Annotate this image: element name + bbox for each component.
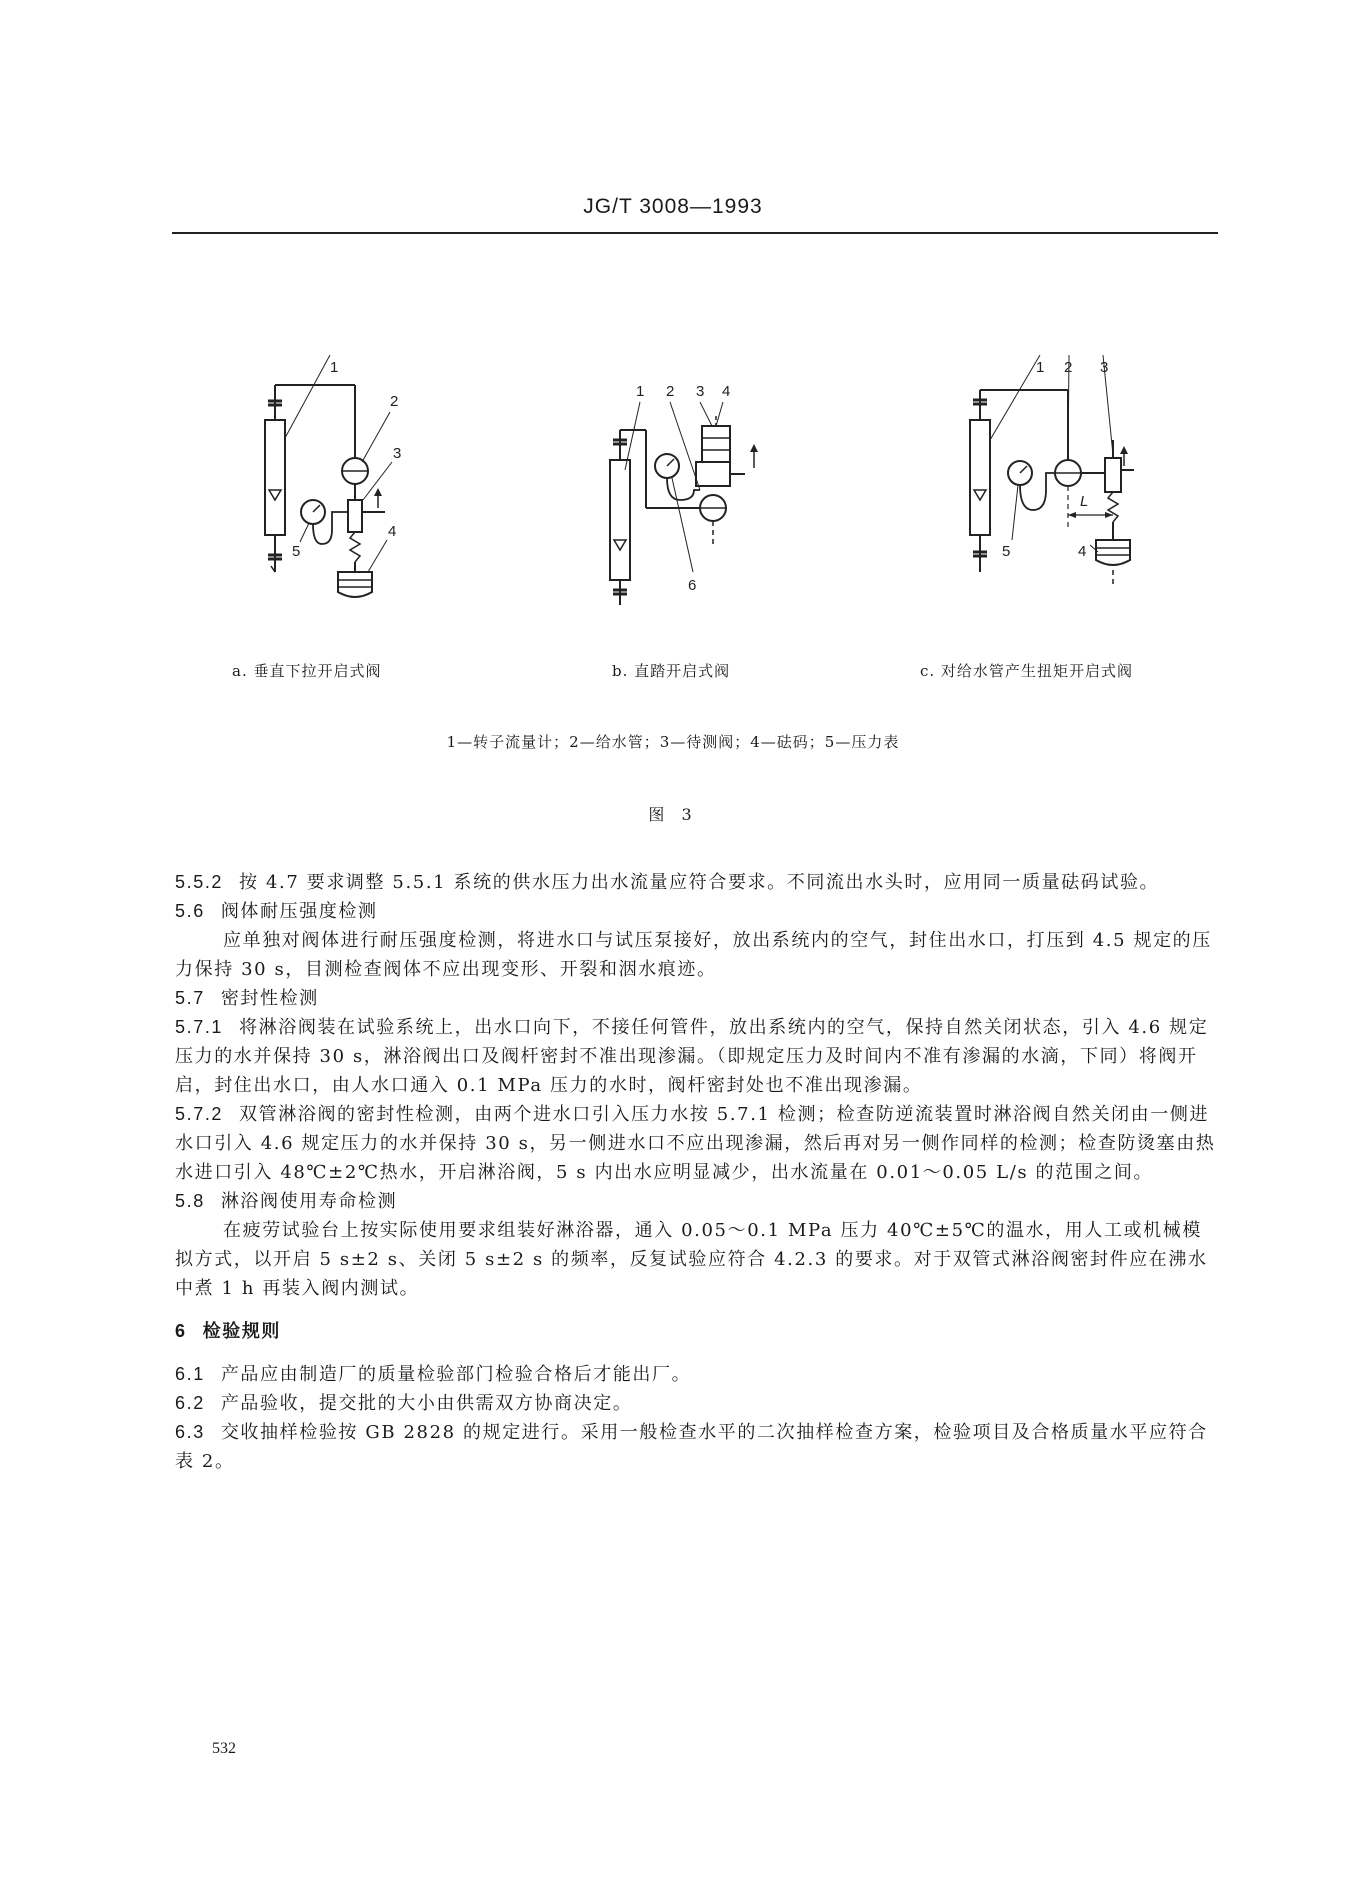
clause-6-2 — [175, 1389, 1220, 1418]
clause-number: 5.7 — [175, 988, 205, 1008]
figure-label-c: c. 对给水管产生扭矩开启式阀 — [920, 662, 1133, 680]
chapter-title: 检验规则 — [202, 1321, 282, 1342]
weight-c — [1096, 540, 1130, 565]
clause-title: 淋浴阀使用寿命检测 — [220, 1191, 398, 1212]
rotameter-a — [265, 420, 285, 535]
clause-number: 6.3 — [175, 1422, 205, 1442]
rotameter-c — [970, 420, 990, 535]
valve-under-test-b — [696, 462, 730, 486]
clause-5-7-heading — [175, 984, 1220, 1013]
chapter-6-heading — [175, 1317, 1220, 1346]
clause-title: 密封性检测 — [220, 988, 319, 1009]
figure-label-a: a. 垂直下拉开启式阀 — [232, 662, 382, 680]
callout-c-L: L — [1080, 493, 1089, 510]
clause-5-7-1 — [175, 1013, 1220, 1100]
callout-a-3: 3 — [393, 445, 402, 462]
figure-3-diagram — [0, 340, 1346, 630]
clause-number: 5.8 — [175, 1191, 205, 1211]
clause-5-6-heading — [175, 897, 1220, 926]
callout-b-4: 4 — [722, 383, 731, 400]
clause-text: 双管淋浴阀的密封性检测，由两个进水口引入压力水按 5.7.1 检测；检查防逆流装置时淋浴阀自然关闭由一侧进水口引入 4.6 规定压力的水并保持 30 s，另一侧进水口不应出现渗漏，然后再对另一侧作同样的检测；检查防烫塞由热水进口引入 48℃±2℃热水，开启淋浴阀，5 s 内出水应明显减少，出水流量在 0.01～0.05 L/s 的范围之间。 — [175, 1104, 1216, 1183]
page-number: 532 — [212, 1740, 236, 1757]
callout-b-3: 3 — [696, 383, 705, 400]
clause-5-7-2 — [175, 1100, 1220, 1187]
body-text — [175, 868, 1220, 1476]
clause-text: 按 4.7 要求调整 5.5.1 系统的供水压力出水流量应符合要求。不同流出水头时，应用同一质量砝码试验。 — [239, 872, 1160, 893]
weight-a — [338, 572, 372, 597]
valve-under-test-a — [348, 500, 362, 532]
valve-under-test-c — [1105, 458, 1121, 492]
clause-number: 5.6 — [175, 901, 205, 921]
callout-a-2: 2 — [390, 393, 399, 410]
chapter-number: 6 — [175, 1321, 187, 1341]
clause-number: 5.7.2 — [175, 1104, 224, 1124]
clause-6-3 — [175, 1418, 1220, 1476]
clause-title: 阀体耐压强度检测 — [220, 901, 378, 922]
figure-legend: 1—转子流量计；2—给水管；3—待测阀；4—砝码；5—压力表 — [446, 733, 900, 751]
clause-number: 6.1 — [175, 1364, 205, 1384]
callout-b-6: 6 — [688, 577, 697, 594]
diagram-c — [970, 355, 1134, 585]
callout-c-1: 1 — [1036, 359, 1045, 376]
callout-c-4: 4 — [1078, 543, 1087, 560]
clause-number: 5.5.2 — [175, 872, 224, 892]
figure-label-b: b. 直踏开启式阀 — [612, 662, 731, 680]
callout-c-3: 3 — [1100, 359, 1109, 376]
diagram-b — [610, 402, 758, 605]
document-code: JG/T 3008—1993 — [583, 195, 763, 218]
clause-5-6-text: 应单独对阀体进行耐压强度检测，将进水口与试压泵接好，放出系统内的空气，封住出水口，打压到 4.5 规定的压力保持 30 s，目测检查阀体不应出现变形、开裂和洇水痕迹。 — [175, 930, 1212, 980]
clause-5-5-2 — [175, 868, 1220, 897]
clause-text: 交收抽样检验按 GB 2828 的规定进行。采用一般检查水平的二次抽样检查方案，检验项目及合格质量水平应符合表 2。 — [175, 1422, 1208, 1472]
header-rule — [172, 232, 1218, 234]
callout-a-4: 4 — [388, 523, 397, 540]
callout-a-1: 1 — [330, 359, 339, 376]
callout-c-5: 5 — [1002, 543, 1011, 560]
clause-number: 5.7.1 — [175, 1017, 224, 1037]
callout-c-2: 2 — [1064, 359, 1073, 376]
clause-6-1 — [175, 1360, 1220, 1389]
clause-text: 将淋浴阀装在试验系统上，出水口向下，不接任何管件，放出系统内的空气，保持自然关闭状态，引入 4.6 规定压力的水并保持 30 s，淋浴阀出口及阀杆密封不准出现渗漏。（即规定压力及时间内不准有渗漏的水滴，下同）将阀开启，封住出水口，由人水口通入 0.1 MPa 压力的水时，阀杆密封处也不准出现渗漏。 — [175, 1017, 1209, 1096]
diagram-a — [265, 355, 392, 597]
figure-title: 图 3 — [648, 805, 698, 824]
callout-b-2: 2 — [666, 383, 675, 400]
clause-number: 6.2 — [175, 1393, 205, 1413]
clause-5-8-text: 在疲劳试验台上按实际使用要求组装好淋浴器，通入 0.05～0.1 MPa 压力 40℃±5℃的温水，用人工或机械模拟方式，以开启 5 s±2 s、关闭 5 s±2 s 的频率，反复试验应符合 4.2.3 的要求。对于双管式淋浴阀密封件应在沸水中煮 1 h 再装入阀内测试。 — [175, 1220, 1208, 1299]
callout-b-1: 1 — [636, 383, 645, 400]
clause-5-8-heading — [175, 1187, 1220, 1216]
rotameter-b — [610, 460, 630, 580]
callout-a-5: 5 — [292, 543, 301, 560]
clause-text: 产品验收，提交批的大小由供需双方协商决定。 — [220, 1393, 633, 1414]
clause-text: 产品应由制造厂的质量检验部门检验合格后才能出厂。 — [220, 1364, 692, 1385]
weight-b — [702, 426, 730, 462]
